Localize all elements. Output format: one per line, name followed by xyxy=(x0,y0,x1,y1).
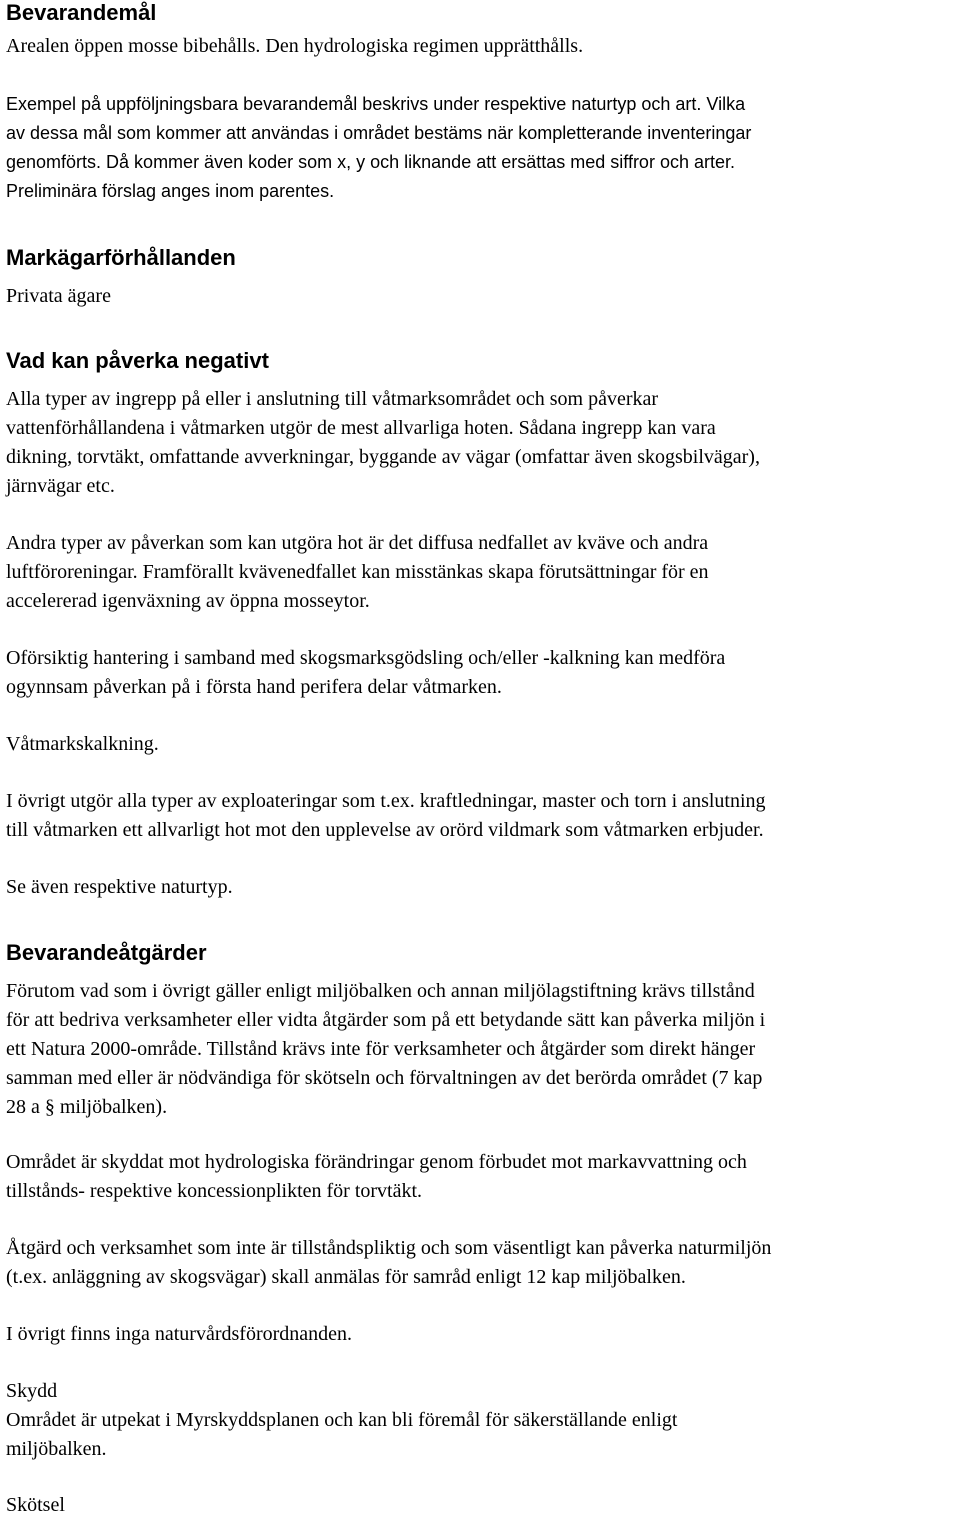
text-line: Området är utpekat i Myrskyddsplanen och kan bli föremål för säkerställande enligt xyxy=(6,1409,678,1431)
text-line: I övrigt finns inga naturvårdsförordnanden. xyxy=(6,1323,353,1345)
heading-markagarforhallanden: Markägarförhållanden xyxy=(6,245,236,270)
paragraph xyxy=(6,730,958,759)
paragraph xyxy=(6,282,958,311)
paragraph xyxy=(6,1234,958,1292)
heading-bevarandeatgarder: Bevarandeåtgärder xyxy=(6,940,207,965)
text-line: Andra typer av påverkan som kan utgöra hot är det diffusa nedfallet av kväve och andra xyxy=(6,532,709,554)
paragraph xyxy=(6,1320,958,1349)
paragraph xyxy=(6,32,958,61)
paragraph xyxy=(6,1148,958,1206)
subheading-skydd: Skydd xyxy=(6,1380,58,1402)
heading-bevarandemal: Bevarandemål xyxy=(6,0,157,25)
text-line: till våtmarken ett allvarligt hot mot den upplevelse av orörd vildmark som våtmarken erbjuder. xyxy=(6,819,764,841)
text-line: Se även respektive naturtyp. xyxy=(6,876,233,898)
text-line: miljöbalken. xyxy=(6,1438,107,1460)
section-atgarder xyxy=(6,938,958,967)
text-line: ett Natura 2000-område. Tillstånd krävs inte för verksamheter och åtgärder som direkt hänger xyxy=(6,1038,756,1060)
text-line: Oförsiktig hantering i samband med skogsmarksgödsling och/eller -kalkning kan medföra xyxy=(6,647,726,669)
text-line: tillstånds- respektive koncessionplikten för torvtäkt. xyxy=(6,1180,423,1202)
text-line: Åtgärd och verksamhet som inte är tillståndspliktig och som väsentligt kan påverka naturmiljön xyxy=(6,1237,772,1259)
text-line: (t.ex. anläggning av skogsvägar) skall anmälas för samråd enligt 12 kap miljöbalken. xyxy=(6,1266,686,1288)
paragraph xyxy=(6,90,958,206)
text-line: Preliminära förslag anges inom parentes. xyxy=(6,181,335,201)
paragraph xyxy=(6,873,958,902)
paragraph xyxy=(6,787,958,845)
section-markagar xyxy=(6,243,958,272)
text-line: av dessa mål som kommer att användas i området bestäms när kompletterande inventeringar xyxy=(6,123,752,143)
text-line: I övrigt utgör alla typer av exploateringar som t.ex. kraftledningar, master och torn i anslutning xyxy=(6,790,766,812)
paragraph xyxy=(6,529,958,616)
paragraph xyxy=(6,977,958,1122)
text-line: för att bedriva verksamheter eller vidta åtgärder som på ett betydande sätt kan påverka miljön i xyxy=(6,1009,766,1031)
subheading-skotsel: Skötsel xyxy=(6,1494,65,1516)
text-line: Privata ägare xyxy=(6,285,111,307)
text-line: Exempel på uppföljningsbara bevarandemål beskrivs under respektive naturtyp och art. Vilka xyxy=(6,94,746,114)
text-line: Området är skyddat mot hydrologiska förändringar genom förbudet mot markavvattning och xyxy=(6,1151,747,1173)
text-line: Våtmarkskalkning. xyxy=(6,733,159,755)
heading-vad-kan-paverka: Vad kan påverka negativt xyxy=(6,348,269,373)
text-line: samman med eller är nödvändiga för skötseln och förvaltningen av det berörda området (7 kap xyxy=(6,1067,763,1089)
text-line: järnvägar etc. xyxy=(6,475,115,497)
text-line: Arealen öppen mosse bibehålls. Den hydrologiska regimen upprätthålls. xyxy=(6,35,584,57)
text-line: Förutom vad som i övrigt gäller enligt miljöbalken och annan miljölagstiftning krävs tillstånd xyxy=(6,980,755,1002)
paragraph xyxy=(6,385,958,501)
section-paverka xyxy=(6,346,958,375)
text-line: genomförts. Då kommer även koder som x, y och liknande att ersättas med siffror och arter. xyxy=(6,152,735,172)
text-line: luftföroreningar. Framförallt kvävenedfallet kan misstänkas skapa förutsättningar för en xyxy=(6,561,709,583)
section-bevarandemal xyxy=(6,0,958,27)
text-line: accelererad igenväxning av öppna mosseytor. xyxy=(6,590,370,612)
text-line: 28 a § miljöbalken). xyxy=(6,1096,168,1118)
text-line: dikning, torvtäkt, omfattande avverkningar, byggande av vägar (omfattar även skogsbilvägar), xyxy=(6,446,760,468)
text-line: Alla typer av ingrepp på eller i anslutning till våtmarksområdet och som påverkar xyxy=(6,388,659,410)
text-line: vattenförhållandena i våtmarken utgör de mest allvarliga hoten. Sådana ingrepp kan vara xyxy=(6,417,716,439)
paragraph-skydd xyxy=(6,1377,958,1464)
paragraph xyxy=(6,644,958,702)
text-line: ogynnsam påverkan på i första hand perifera delar våtmarken. xyxy=(6,676,502,698)
